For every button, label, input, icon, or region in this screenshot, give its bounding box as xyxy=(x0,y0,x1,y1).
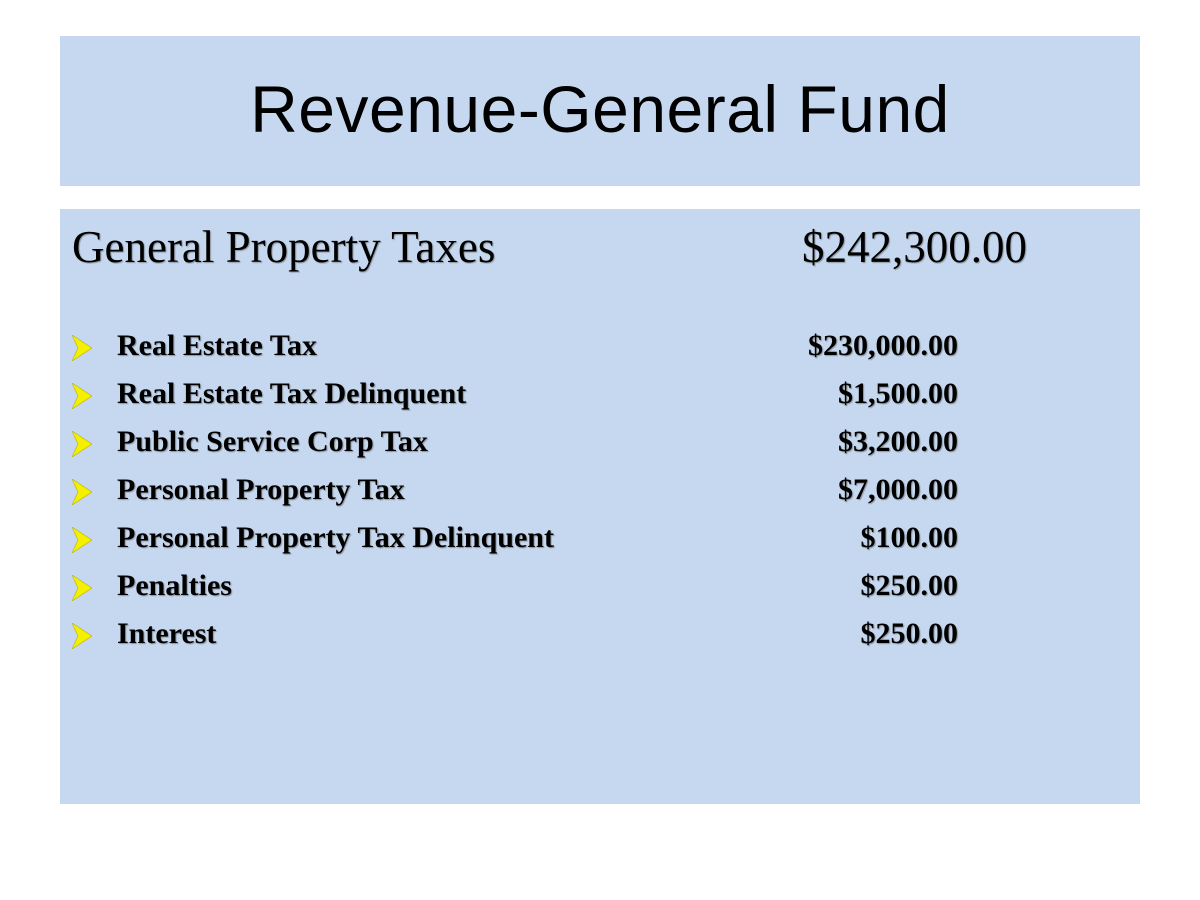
revenue-item-label: Interest xyxy=(117,617,217,650)
arrow-bullet-icon xyxy=(72,575,92,601)
revenue-item-amount: $1,500.00 xyxy=(838,377,958,410)
arrow-bullet-icon xyxy=(72,527,92,553)
headline-amount: $242,300.00 xyxy=(802,222,1027,272)
arrow-bullet-icon xyxy=(72,335,92,361)
revenue-item-label: Real Estate Tax xyxy=(117,329,318,362)
revenue-item-label: Real Estate Tax Delinquent xyxy=(117,377,467,410)
title-panel xyxy=(60,36,1140,186)
content-panel xyxy=(60,209,1140,804)
arrow-bullet-icon xyxy=(72,623,92,649)
revenue-item xyxy=(72,473,958,521)
revenue-item-amount: $100.00 xyxy=(860,521,958,554)
revenue-item xyxy=(72,425,958,473)
revenue-item-amount: $250.00 xyxy=(860,617,958,650)
revenue-item xyxy=(72,521,958,569)
arrow-bullet-icon xyxy=(72,383,92,409)
slide-title: Revenue-General Fund xyxy=(250,72,950,146)
revenue-item-amount: $3,200.00 xyxy=(838,425,958,458)
headline-label: General Property Taxes xyxy=(72,222,496,272)
arrow-bullet-icon xyxy=(72,431,92,457)
revenue-item xyxy=(72,617,958,665)
revenue-item-amount: $7,000.00 xyxy=(838,473,958,506)
revenue-item xyxy=(72,377,958,425)
revenue-item-label: Penalties xyxy=(117,569,232,602)
revenue-item-amount: $250.00 xyxy=(860,569,958,602)
revenue-item xyxy=(72,329,958,377)
revenue-item-list xyxy=(72,329,958,665)
arrow-bullet-icon xyxy=(72,479,92,505)
revenue-item-label: Personal Property Tax Delinquent xyxy=(117,521,554,554)
revenue-item-amount: $230,000.00 xyxy=(808,329,958,362)
headline-row xyxy=(72,221,1027,281)
revenue-item xyxy=(72,569,958,617)
revenue-item-label: Public Service Corp Tax xyxy=(117,425,428,458)
revenue-item-label: Personal Property Tax xyxy=(117,473,405,506)
